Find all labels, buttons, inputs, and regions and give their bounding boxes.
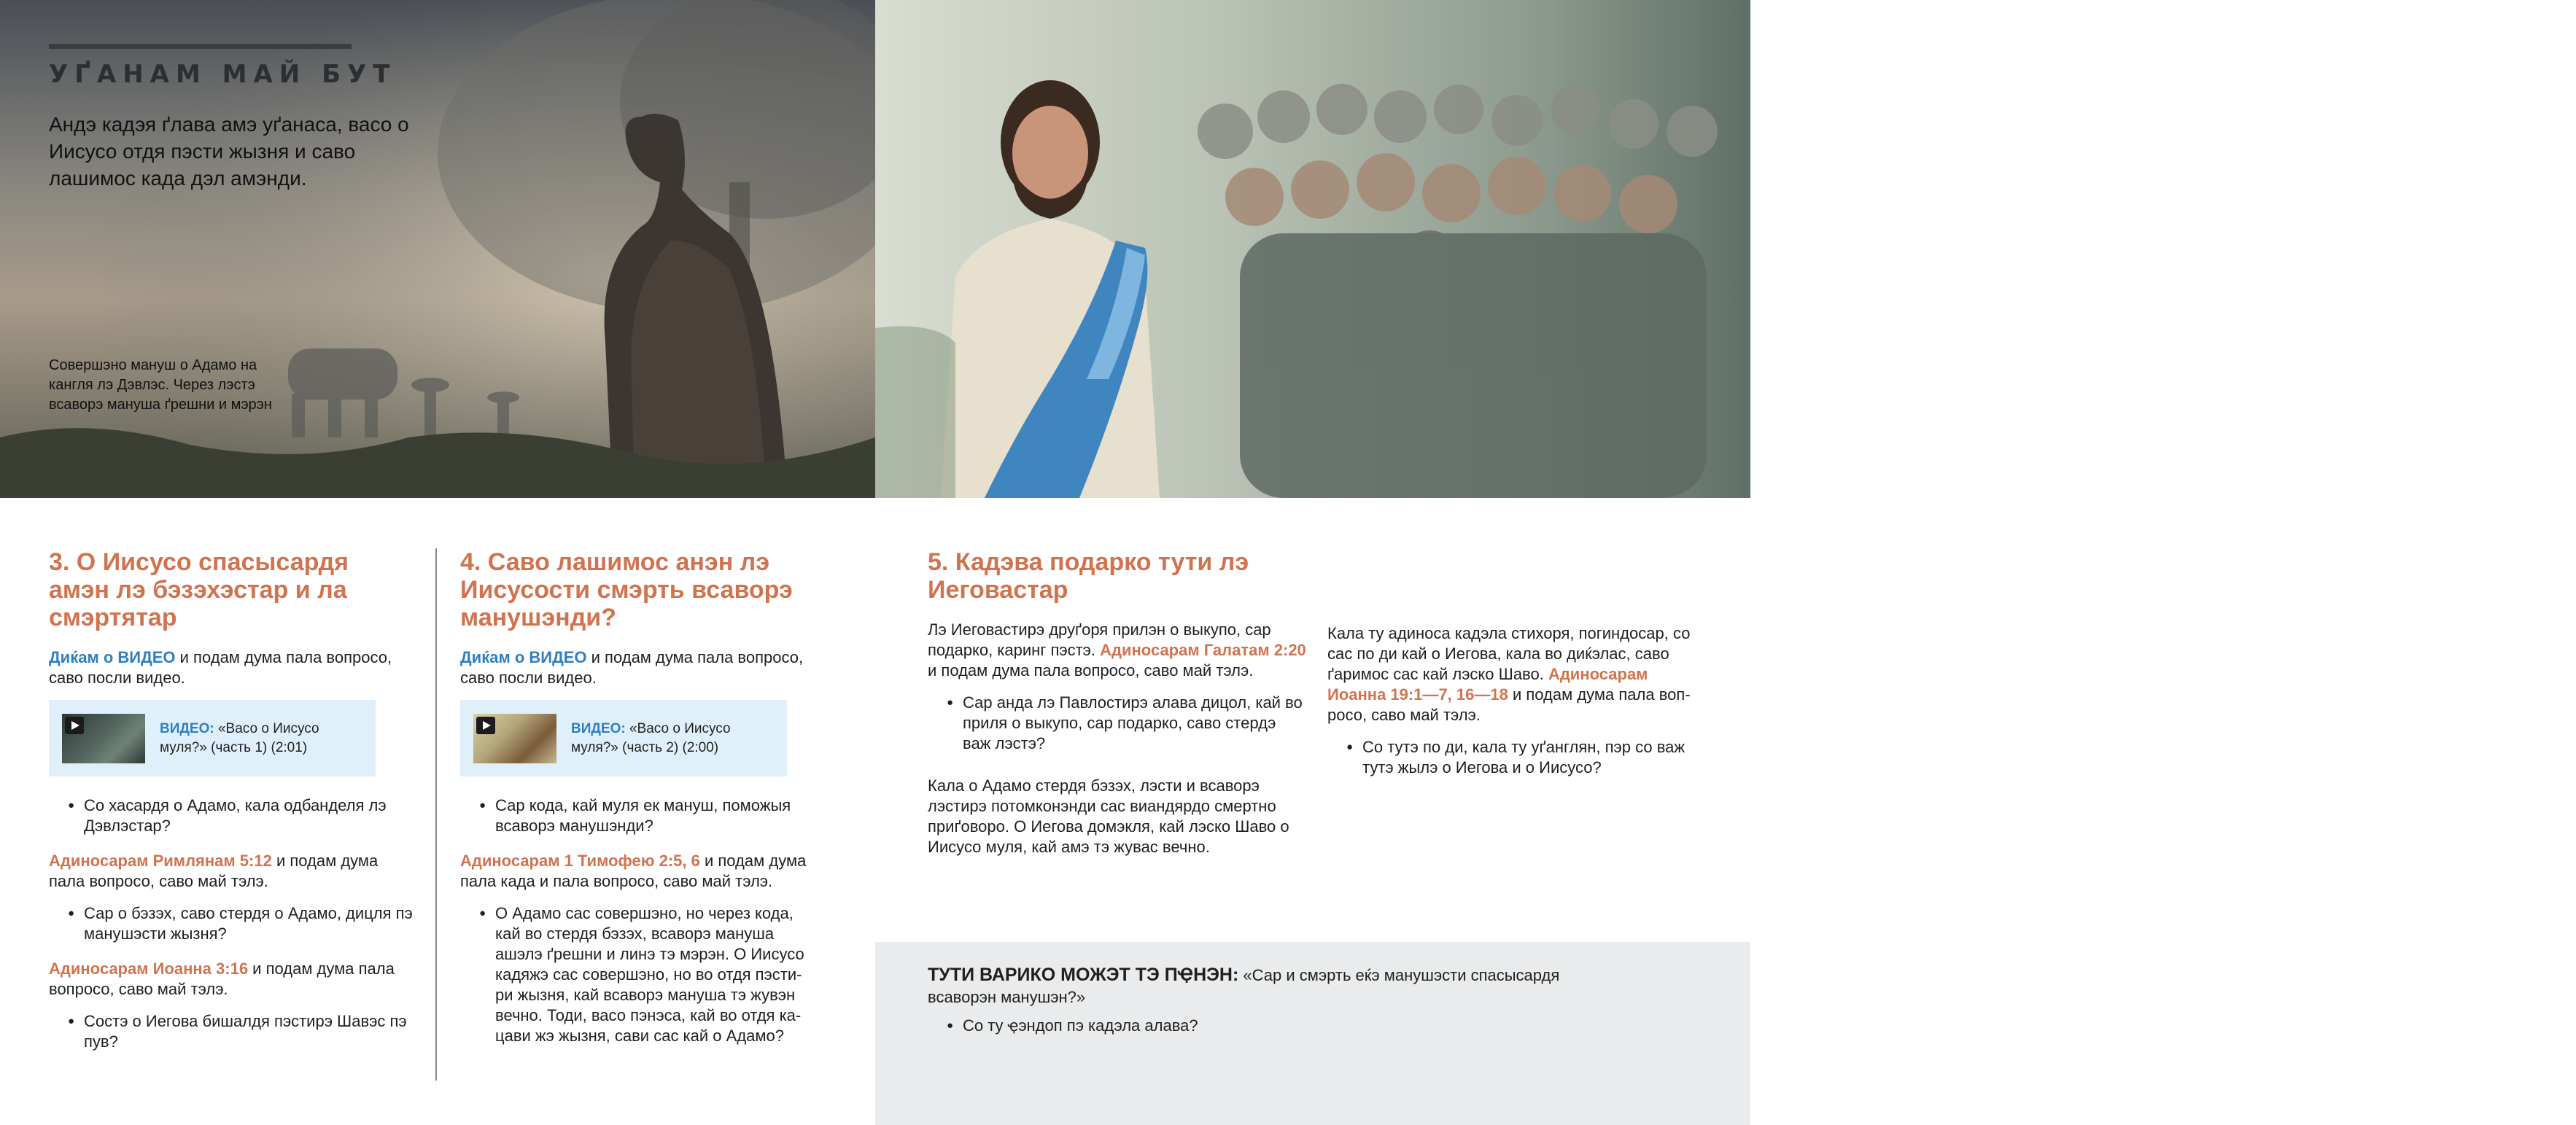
scripture-link-john-19[interactable]: Адиносарам Иоанна 19:1—7, 16—18 <box>1327 665 1648 704</box>
question-text: «Сар и смэрть еќэ манушэсти спасысардя всаворэн манушэн?» <box>928 966 1560 1006</box>
section-3-heading: 3. О Иисусо спасысардя амэн лэ бэзэхэстар и ла смэртятар <box>49 548 349 631</box>
scripture-instruction <box>460 851 818 892</box>
hero-banner <box>0 0 2564 498</box>
question-list <box>928 693 1307 754</box>
scripture-instruction-text: и подам дума пала када и пала вопросо, саво май тэлэ. <box>460 852 807 890</box>
scripture-instruction <box>49 851 414 892</box>
section-kicker-bar <box>49 44 352 49</box>
watch-video-link[interactable]: Диќам о ВИДЕО <box>49 648 176 666</box>
video-label: ВИДЕО: <box>571 720 626 736</box>
video-label: ВИДЕО: <box>160 720 214 736</box>
video-title: «Васо о Иисусо муля?» (часть 2) (2:00) <box>571 720 731 755</box>
section-kicker: УҐАНАМ МАЙ БУТ <box>49 60 397 89</box>
question-item: ● Со тутэ по ди, кала ту уґанглян, пэр со важ тутэ жылэ о Иегова и о Иисусо? <box>1327 737 1707 778</box>
question-list <box>928 1016 1628 1036</box>
scripture-link-romans[interactable]: Адиносарам Римлянам 5:12 <box>49 852 272 870</box>
video-caption <box>571 720 774 758</box>
question-item: ● Со ту ҿэндоп пэ кадэла алава? <box>928 1016 1628 1036</box>
play-icon[interactable] <box>65 717 84 734</box>
scripture-instruction-text: и подам дума пала вопросо, саво май тэлэ. <box>49 959 395 998</box>
video-title: «Васо о Иисусо муля?» (часть 1) (2:01) <box>160 720 319 755</box>
question-list <box>49 795 414 836</box>
hero-image-adam <box>0 0 875 498</box>
section-5-heading: 5. Кадэва подарко тути лэ Иеговастар <box>928 548 1249 604</box>
section-5-continued <box>1327 623 1707 793</box>
question-item: ● Сар кода, кай муля ек мануш, поможыя всаворэ манушэнди? <box>460 795 818 836</box>
column-divider <box>435 548 437 1081</box>
section-3-intro-text: и подам дума пала вопросо, саво посли видео. <box>49 648 392 687</box>
play-icon[interactable] <box>476 717 495 734</box>
video-thumbnail[interactable] <box>473 714 556 763</box>
scripture-instruction-text: и подам дума пала вопросо, саво май тэлэ. <box>49 852 379 890</box>
section-4-intro <box>460 647 818 688</box>
label-colon: : <box>1232 965 1239 985</box>
image-caption-adam: Совершэно мануш о Адамо на кангля лэ Дэвлэс. Через лэстэ всаворэ мануша ґрешни и мэрэн <box>49 357 272 413</box>
section-3-intro <box>49 647 414 688</box>
section-5 <box>928 548 1307 869</box>
question-item: ● О Адамо сас совершэно, но через кода, кай во стердя бэзэх, всаворэ мануша ашэлэ ґрешни и линэ тэ мэрэн. О Иисусо кадяжэ сас совершэно, но во отдя пэсти-ри жызня, кай всаворэ мануша тэ жувэн вечно. Тоди, васо пэнэса, кай во отдя ка-цави жэ жызня, сави сас кай о Адамо? <box>460 903 818 1046</box>
question-list <box>1327 737 1707 778</box>
someone-may-ask-box <box>875 942 1750 1125</box>
scripture-link-timothy[interactable]: Адиносарам 1 Тимофею 2:5, 6 <box>460 852 700 870</box>
paragraph-text: Лэ Иеговастирэ друґоря прилэн о выкупо, сар подарко, каринг пэстэ. <box>928 620 1271 659</box>
video-caption <box>160 720 362 758</box>
paragraph-text: и подам дума пала воп-росо, саво май тэлэ. <box>1327 685 1691 724</box>
watch-video-link[interactable]: Диќам о ВИДЕО <box>460 648 587 666</box>
jesus-figure <box>941 80 1160 498</box>
image-caption-jesus: Совершэно мануш о Иисусо андэ вся кандэлас лэ Дэвлэс. Через лэстэ и мануша моґут тэ ашэн совершэни и тэ жывэн вечно <box>2335 357 2564 432</box>
someone-may-ask-question <box>928 964 1628 1008</box>
paragraph-text: Кала ту адиноса кадэла стихоря, погиндосар, со сас по ди кай о Иегова, кала во диќэлас, саво ґаримос сас кай лэско Шаво. <box>1327 624 1691 683</box>
video-thumbnail[interactable] <box>62 714 145 763</box>
question-list <box>460 795 818 836</box>
scripture-instruction <box>49 959 414 1000</box>
section-5-paragraph <box>928 620 1307 681</box>
question-list <box>49 903 414 944</box>
video-card-part-2[interactable] <box>460 700 787 776</box>
section-4-heading: 4. Саво лашимос анэн лэ Иисусости смэрть всаворэ манушэнди? <box>460 548 793 631</box>
section-5-paragraph-3 <box>1327 623 1707 725</box>
scripture-link-john[interactable]: Адиносарам Иоанна 3:16 <box>49 959 249 978</box>
jesus-and-crowd-illustration <box>875 0 1750 498</box>
section-3 <box>49 548 414 1067</box>
question-item: ● Сар анда лэ Павлостирэ алава дицол, кай во приля о выкупо, сар подарко, саво стердэ важ лэстэ? <box>928 693 1307 754</box>
section-5-paragraph-2: Кала о Адамо стердя бэзэх, лэсти и всаворэ лэстирэ потомконэнди сас виандярдо смертно приґоворо. О Иегова домэкля, кай лэско Шаво о Иисусо муля, кай амэ тэ жувас вечно. <box>928 776 1289 856</box>
question-list <box>49 1011 414 1052</box>
video-card-part-1[interactable] <box>49 700 376 776</box>
section-4-intro-text: и подам дума пала вопросо, саво посли видео. <box>460 648 804 687</box>
someone-may-ask-label: ТУТИ ВАРИКО МОЖЭТ ТЭ ПҾНЭН <box>928 965 1233 985</box>
scripture-link-galatians[interactable]: Адиносарам Галатам 2:20 <box>1100 641 1306 659</box>
question-item: ● Со хасардя о Адамо, кала одбанделя лэ Дэвлэстар? <box>49 795 414 836</box>
section-4 <box>460 548 818 1061</box>
hero-image-jesus <box>875 0 2564 498</box>
question-list <box>460 903 818 1046</box>
paragraph-text: и подам дума пала вопросо, саво май тэлэ. <box>928 661 1254 680</box>
someone-may-ask-content <box>928 964 1628 1051</box>
question-item: ● Состэ о Иегова бишалдя пэстирэ Шавэс пэ пув? <box>49 1011 414 1052</box>
chapter-intro: Андэ кадэя ґлава амэ уґанаса, васо о Иисусо отдя пэсти жызня и саво лашимос када дэл амэнди. <box>49 113 409 190</box>
question-item: ● Сар о бэзэх, саво стердя о Адамо, дицля пэ манушэсти жызня? <box>49 903 414 944</box>
